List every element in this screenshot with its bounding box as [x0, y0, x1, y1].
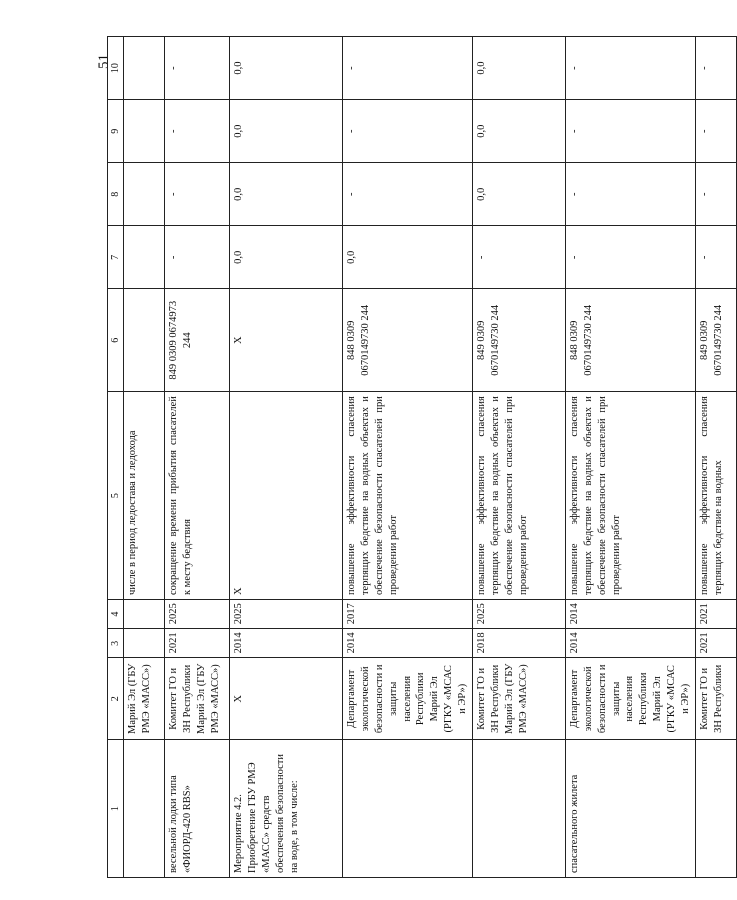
budget-code-cell: 849 0309 0670149730 244: [472, 289, 565, 392]
executor-cell: Департамент экологической безопасности и защиты населения Республики Марий Эл (РГКУ «МСАС и ЭР»): [565, 658, 695, 740]
measure-cell: [472, 740, 565, 878]
value-cell: -: [343, 37, 473, 100]
value-cell: -: [565, 163, 695, 226]
table-row: [124, 37, 165, 878]
program-measures-table: [107, 36, 737, 878]
value-cell: -: [343, 100, 473, 163]
measure-cell: спасательного жилета: [565, 740, 695, 878]
end-year-cell: 2014: [565, 600, 695, 629]
budget-code-cell: 849 0309 0670149730 244: [695, 289, 736, 392]
table-row: [165, 37, 230, 878]
budget-code-cell: [124, 289, 165, 392]
start-year-cell: [124, 629, 165, 658]
result-cell: сокращение времени прибытия спасателей к месту бедствия: [165, 392, 230, 600]
measure-cell: [124, 740, 165, 878]
value-cell: 0,0: [230, 100, 343, 163]
table-row: [343, 37, 473, 878]
start-year-cell: 2014: [230, 629, 343, 658]
budget-code-cell: X: [230, 289, 343, 392]
value-cell: 0,0: [230, 37, 343, 100]
value-cell: -: [472, 226, 565, 289]
measure-cell: Мероприятие 4.2. Приобретение ГБУ РМЭ «МАСС» средств обеспечения безопасности на воде, в том числе:: [230, 740, 343, 878]
header-cell: 6: [108, 289, 124, 392]
result-cell: X: [230, 392, 343, 600]
header-cell: 1: [108, 740, 124, 878]
end-year-cell: 2021: [695, 600, 736, 629]
value-cell: -: [165, 226, 230, 289]
start-year-cell: 2014: [343, 629, 473, 658]
value-cell: -: [165, 163, 230, 226]
value-cell: -: [695, 163, 736, 226]
value-cell: -: [695, 100, 736, 163]
measure-cell: [343, 740, 473, 878]
result-cell: повышение эффективности спасения терпящих бедствие на водных объектах и обеспечение безопасности спасателей при проведении работ: [472, 392, 565, 600]
rotated-table-page: [107, 36, 724, 878]
value-cell: 0,0: [230, 226, 343, 289]
table-row: [472, 37, 565, 878]
executor-cell: Департамент экологической безопасности и защиты населения Республики Марий Эл (РГКУ «МСАС и ЭР»): [343, 658, 473, 740]
table-row: [695, 37, 736, 878]
executor-cell: Комитет ГО и ЗН Республики Марий Эл (ГБУ РМЭ «МАСС»): [165, 658, 230, 740]
end-year-cell: 2025: [230, 600, 343, 629]
measure-cell: [695, 740, 736, 878]
value-cell: -: [695, 37, 736, 100]
executor-cell: Марий Эл (ГБУ РМЭ «МАСС»): [124, 658, 165, 740]
budget-code-cell: 849 0309 0674973 244: [165, 289, 230, 392]
header-cell: 2: [108, 658, 124, 740]
end-year-cell: 2017: [343, 600, 473, 629]
header-cell: 10: [108, 37, 124, 100]
header-cell: 8: [108, 163, 124, 226]
result-cell: повышение эффективности спасения терпящих бедствие на водных: [695, 392, 736, 600]
end-year-cell: [124, 600, 165, 629]
executor-cell: Комитет ГО и ЗН Республики: [695, 658, 736, 740]
start-year-cell: 2014: [565, 629, 695, 658]
end-year-cell: 2025: [472, 600, 565, 629]
header-cell: 4: [108, 600, 124, 629]
value-cell: -: [695, 226, 736, 289]
value-cell: 0,0: [343, 226, 473, 289]
column-number-header: [108, 37, 124, 878]
start-year-cell: 2018: [472, 629, 565, 658]
table-row: [230, 37, 343, 878]
start-year-cell: 2021: [695, 629, 736, 658]
budget-code-cell: 848 0309 0670149730 244: [565, 289, 695, 392]
budget-code-cell: 848 0309 0670149730 244: [343, 289, 473, 392]
executor-cell: X: [230, 658, 343, 740]
value-cell: 0,0: [472, 163, 565, 226]
value-cell: [124, 163, 165, 226]
result-cell: числе в период ледостава и ледохода: [124, 392, 165, 600]
header-cell: 7: [108, 226, 124, 289]
page-number: 51: [96, 54, 112, 69]
header-cell: 5: [108, 392, 124, 600]
value-cell: 0,0: [472, 100, 565, 163]
start-year-cell: 2021: [165, 629, 230, 658]
value-cell: -: [343, 163, 473, 226]
value-cell: -: [565, 37, 695, 100]
measure-cell: весельной лодки типа «ФИОРД-420 RBS»: [165, 740, 230, 878]
value-cell: -: [165, 100, 230, 163]
header-cell: 9: [108, 100, 124, 163]
result-cell: повышение эффективности спасения терпящих бедствие на водных объектах и обеспечение безопасности спасателей при проведении работ: [343, 392, 473, 600]
value-cell: [124, 226, 165, 289]
value-cell: 0,0: [230, 163, 343, 226]
end-year-cell: 2025: [165, 600, 230, 629]
value-cell: -: [165, 37, 230, 100]
value-cell: [124, 37, 165, 100]
header-cell: 3: [108, 629, 124, 658]
value-cell: [124, 100, 165, 163]
value-cell: -: [565, 100, 695, 163]
result-cell: повышение эффективности спасения терпящих бедствие на водных объектах и обеспечение безопасности спасателей при проведении работ: [565, 392, 695, 600]
value-cell: 0,0: [472, 37, 565, 100]
value-cell: -: [565, 226, 695, 289]
executor-cell: Комитет ГО и ЗН Республики Марий Эл (ГБУ РМЭ «МАСС»): [472, 658, 565, 740]
table-row: [565, 37, 695, 878]
